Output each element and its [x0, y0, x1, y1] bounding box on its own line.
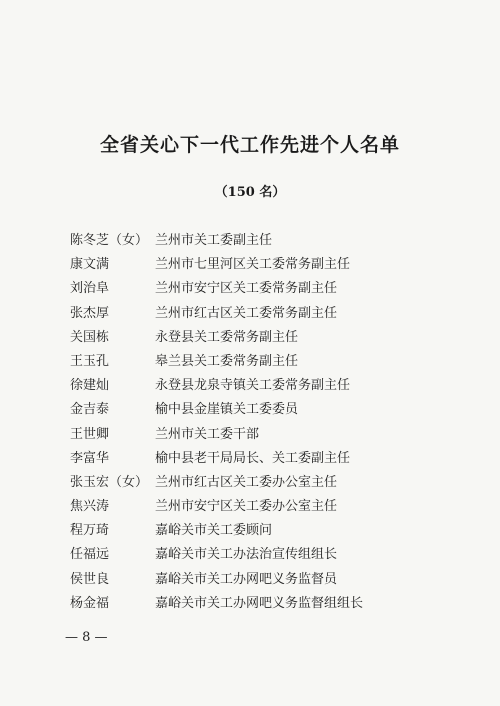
person-name: 金吉泰 — [70, 402, 110, 418]
list-item — [70, 423, 410, 447]
person-role: 嘉峪关市关工办网吧义务监督员 — [155, 571, 338, 587]
list-item — [70, 302, 410, 326]
list-item — [70, 350, 410, 374]
page-title: 全省关心下一代工作先进个人名单 — [99, 134, 400, 156]
person-role: 兰州市安宁区关工委常务副主任 — [155, 281, 338, 297]
person-role: 嘉峪关市关工委顾问 — [155, 523, 273, 539]
person-role: 兰州市关工委副主任 — [155, 233, 273, 248]
list-item — [70, 592, 410, 616]
person-role: 榆中县老干局局长、关工委副主任 — [155, 450, 351, 466]
page-subtitle: （150 名） — [214, 185, 286, 200]
person-role: 榆中县金崖镇关工委委员 — [155, 402, 299, 418]
list-item — [70, 447, 410, 471]
person-name: 杨金福 — [70, 595, 110, 611]
person-name: 侯世良 — [70, 571, 110, 587]
person-role: 兰州市关工委干部 — [155, 426, 260, 442]
person-name: 陈冬芝（女） — [70, 233, 149, 248]
list-item — [70, 471, 410, 495]
person-name: 徐建灿 — [70, 378, 110, 394]
list-item — [70, 568, 410, 592]
list-item — [70, 495, 410, 519]
person-name: 程万琦 — [70, 523, 110, 539]
person-name: 张杰厚 — [70, 305, 110, 321]
person-role: 皋兰县关工委常务副主任 — [155, 353, 299, 369]
list-item — [70, 229, 410, 253]
list-item — [70, 374, 410, 398]
list-item — [70, 277, 410, 301]
person-role: 兰州市红古区关工委常务副主任 — [155, 305, 338, 321]
person-role: 兰州市七里河区关工委常务副主任 — [155, 257, 351, 273]
name-list — [70, 229, 410, 616]
list-item — [70, 253, 410, 277]
person-role: 兰州市红古区关工委办公室主任 — [155, 474, 338, 490]
person-role: 兰州市安宁区关工委办公室主任 — [155, 499, 338, 515]
person-name: 康文满 — [70, 257, 110, 273]
person-role: 永登县关工委常务副主任 — [155, 329, 299, 345]
person-role: 嘉峪关市关工办网吧义务监督组组长 — [155, 595, 364, 611]
person-name: 王世卿 — [70, 426, 110, 442]
list-item — [70, 519, 410, 543]
list-item — [70, 543, 410, 567]
person-name: 任福远 — [70, 547, 110, 563]
person-name: 王玉孔 — [70, 353, 110, 369]
person-name: 关国栋 — [70, 329, 110, 345]
page-number: — 8 — — [65, 630, 108, 645]
person-name: 刘治阜 — [70, 281, 110, 297]
person-name: 李富华 — [70, 450, 110, 466]
list-item — [70, 398, 410, 422]
person-role: 嘉峪关市关工办法治宣传组组长 — [155, 547, 338, 563]
person-name: 张玉宏（女） — [70, 474, 149, 490]
person-role: 永登县龙泉寺镇关工委常务副主任 — [155, 378, 351, 394]
list-item — [70, 326, 410, 350]
person-name: 焦兴涛 — [70, 499, 110, 515]
